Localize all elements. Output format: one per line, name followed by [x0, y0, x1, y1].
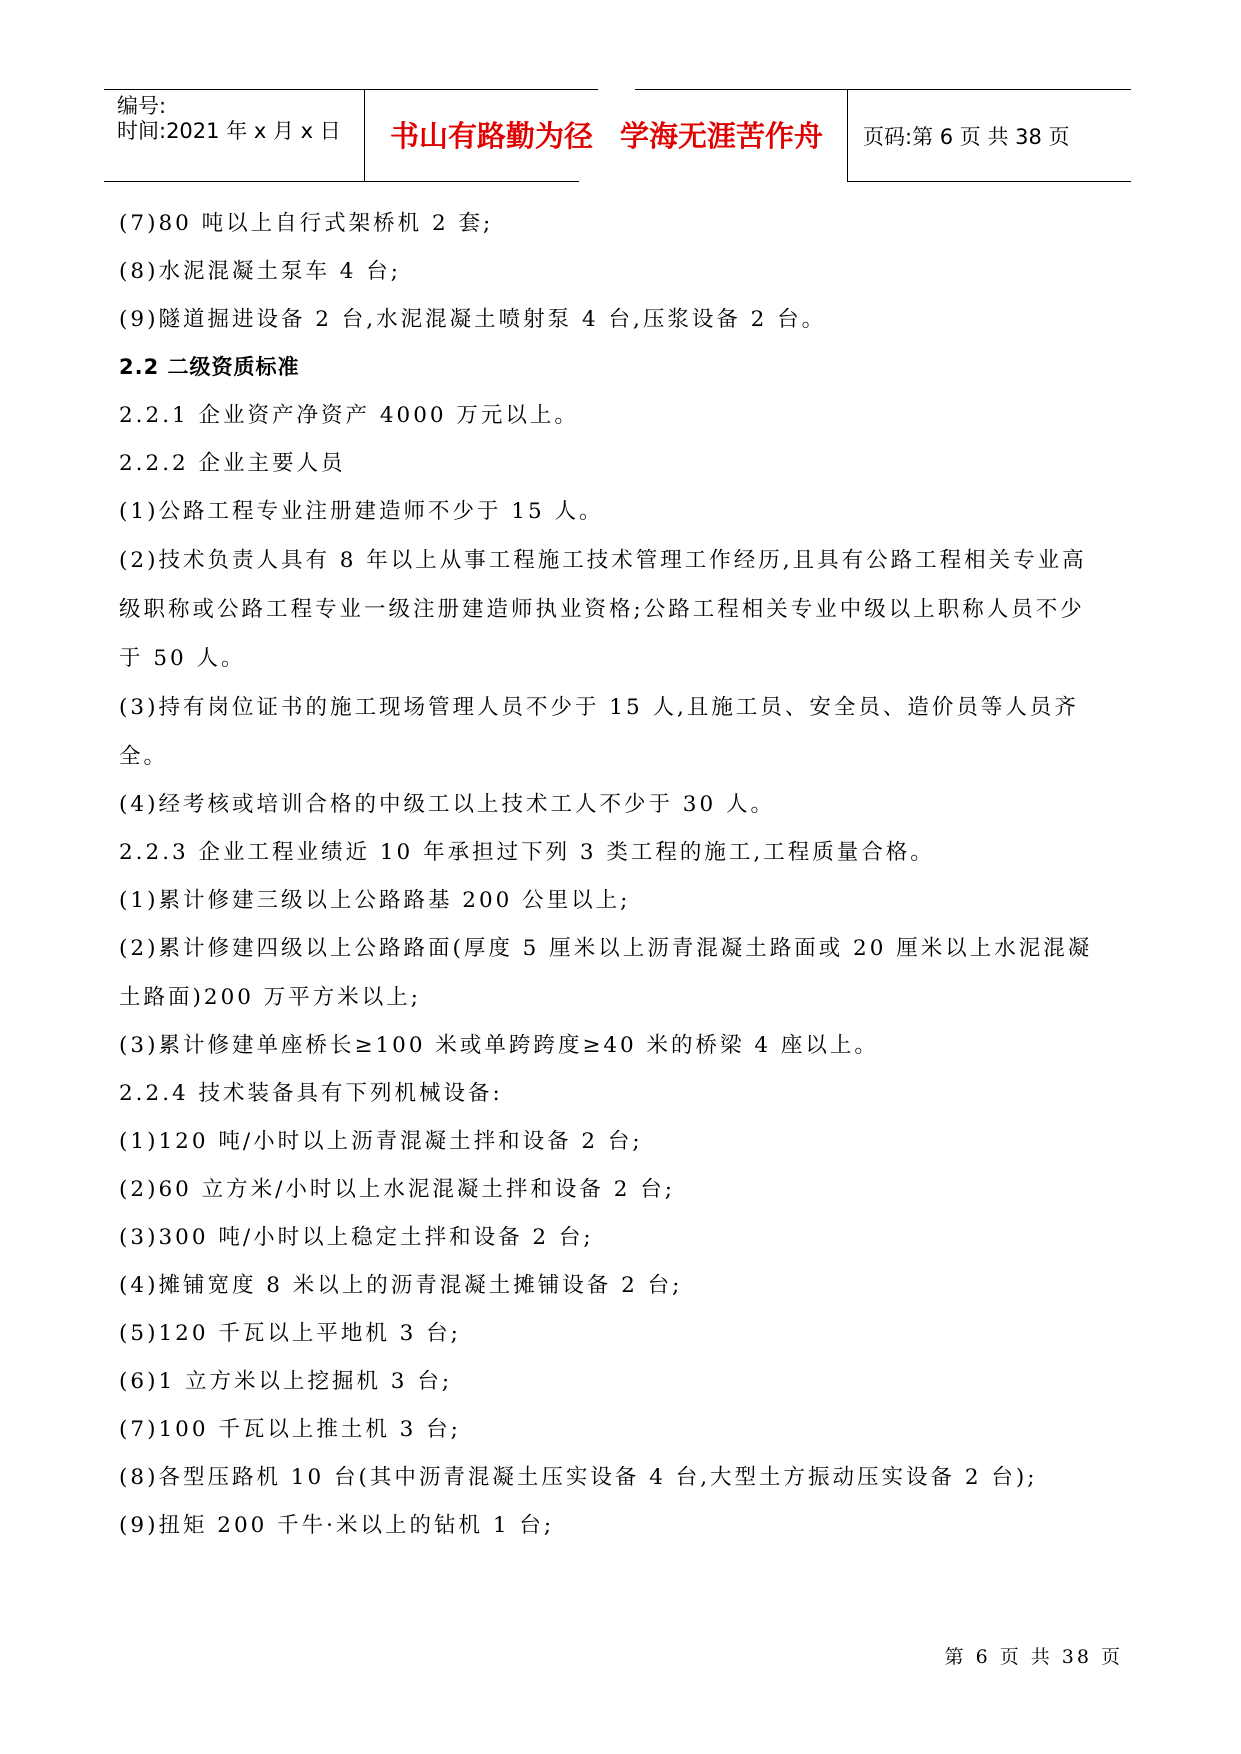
header-rule-bottom-left [104, 181, 579, 182]
time-label: 时间:2021 年 x 月 x 日 [117, 119, 341, 143]
motto-right: 学海无涯苦作舟 [620, 119, 824, 153]
body-line: (2)60 立方米/小时以上水泥混凝土拌和设备 2 台; [119, 1177, 675, 1202]
serial-label: 编号: [117, 94, 167, 118]
body-line: (3)累计修建单座桥长≥100 米或单跨跨度≥40 米的桥梁 4 座以上。 [119, 1033, 879, 1058]
body-line: (7)80 吨以上自行式架桥机 2 套; [119, 211, 494, 236]
body-line: 级职称或公路工程专业一级注册建造师执业资格;公路工程相关专业中级以上职称人员不少 [119, 597, 1085, 622]
header-rule-bottom-right [847, 181, 1131, 182]
header-rule-top-right [635, 89, 1131, 90]
body-line: (8)水泥混凝土泵车 4 台; [119, 259, 402, 284]
body-line: 2.2.4 技术装备具有下列机械设备: [119, 1081, 503, 1106]
body-line: (7)100 千瓦以上推土机 3 台; [119, 1417, 461, 1442]
body-line: (3)持有岗位证书的施工现场管理人员不少于 15 人,且施工员、安全员、造价员等人员齐 [119, 695, 1079, 720]
body-line: 土路面)200 万平方米以上; [119, 985, 422, 1010]
body-line: 2.2.3 企业工程业绩近 10 年承担过下列 3 类工程的施工,工程质量合格。 [119, 840, 935, 865]
body-line: (2)技术负责人具有 8 年以上从事工程施工技术管理工作经历,且具有公路工程相关专业高 [119, 548, 1087, 573]
section-heading: 2.2 二级资质标准 [119, 355, 300, 379]
body-line: (1)公路工程专业注册建造师不少于 15 人。 [119, 499, 604, 524]
header-divider-left [364, 89, 365, 181]
header-page-label: 页码:第 6 页 共 38 页 [863, 125, 1070, 149]
body-line: 于 50 人。 [119, 646, 246, 671]
body-line: (4)摊铺宽度 8 米以上的沥青混凝土摊铺设备 2 台; [119, 1273, 683, 1298]
body-line: (1)累计修建三级以上公路路基 200 公里以上; [119, 888, 631, 913]
header-divider-right [847, 89, 848, 181]
body-line: (8)各型压路机 10 台(其中沥青混凝土压实设备 4 台,大型土方振动压实设备 2 台); [119, 1465, 1038, 1490]
body-line: (1)120 吨/小时以上沥青混凝土拌和设备 2 台; [119, 1129, 643, 1154]
header-rule-top-left [104, 89, 598, 90]
motto-left: 书山有路勤为径 [390, 119, 594, 153]
page-header [0, 0, 1241, 190]
body-line: (2)累计修建四级以上公路路面(厚度 5 厘米以上沥青混凝土路面或 20 厘米以上水泥混凝 [119, 936, 1093, 961]
body-line: (4)经考核或培训合格的中级工以上技术工人不少于 30 人。 [119, 792, 775, 817]
page-footer: 第 6 页 共 38 页 [944, 1646, 1123, 1668]
body-line: (9)扭矩 200 千牛·米以上的钻机 1 台; [119, 1513, 555, 1538]
body-line: 2.2.2 企业主要人员 [119, 451, 346, 476]
body-line: 全。 [119, 744, 169, 769]
body-line: (6)1 立方米以上挖掘机 3 台; [119, 1369, 453, 1394]
body-line: (5)120 千瓦以上平地机 3 台; [119, 1321, 461, 1346]
body-line: (3)300 吨/小时以上稳定土拌和设备 2 台; [119, 1225, 594, 1250]
body-line: 2.2.1 企业资产净资产 4000 万元以上。 [119, 403, 579, 428]
body-line: (9)隧道掘进设备 2 台,水泥混凝土喷射泵 4 台,压浆设备 2 台。 [119, 307, 827, 332]
